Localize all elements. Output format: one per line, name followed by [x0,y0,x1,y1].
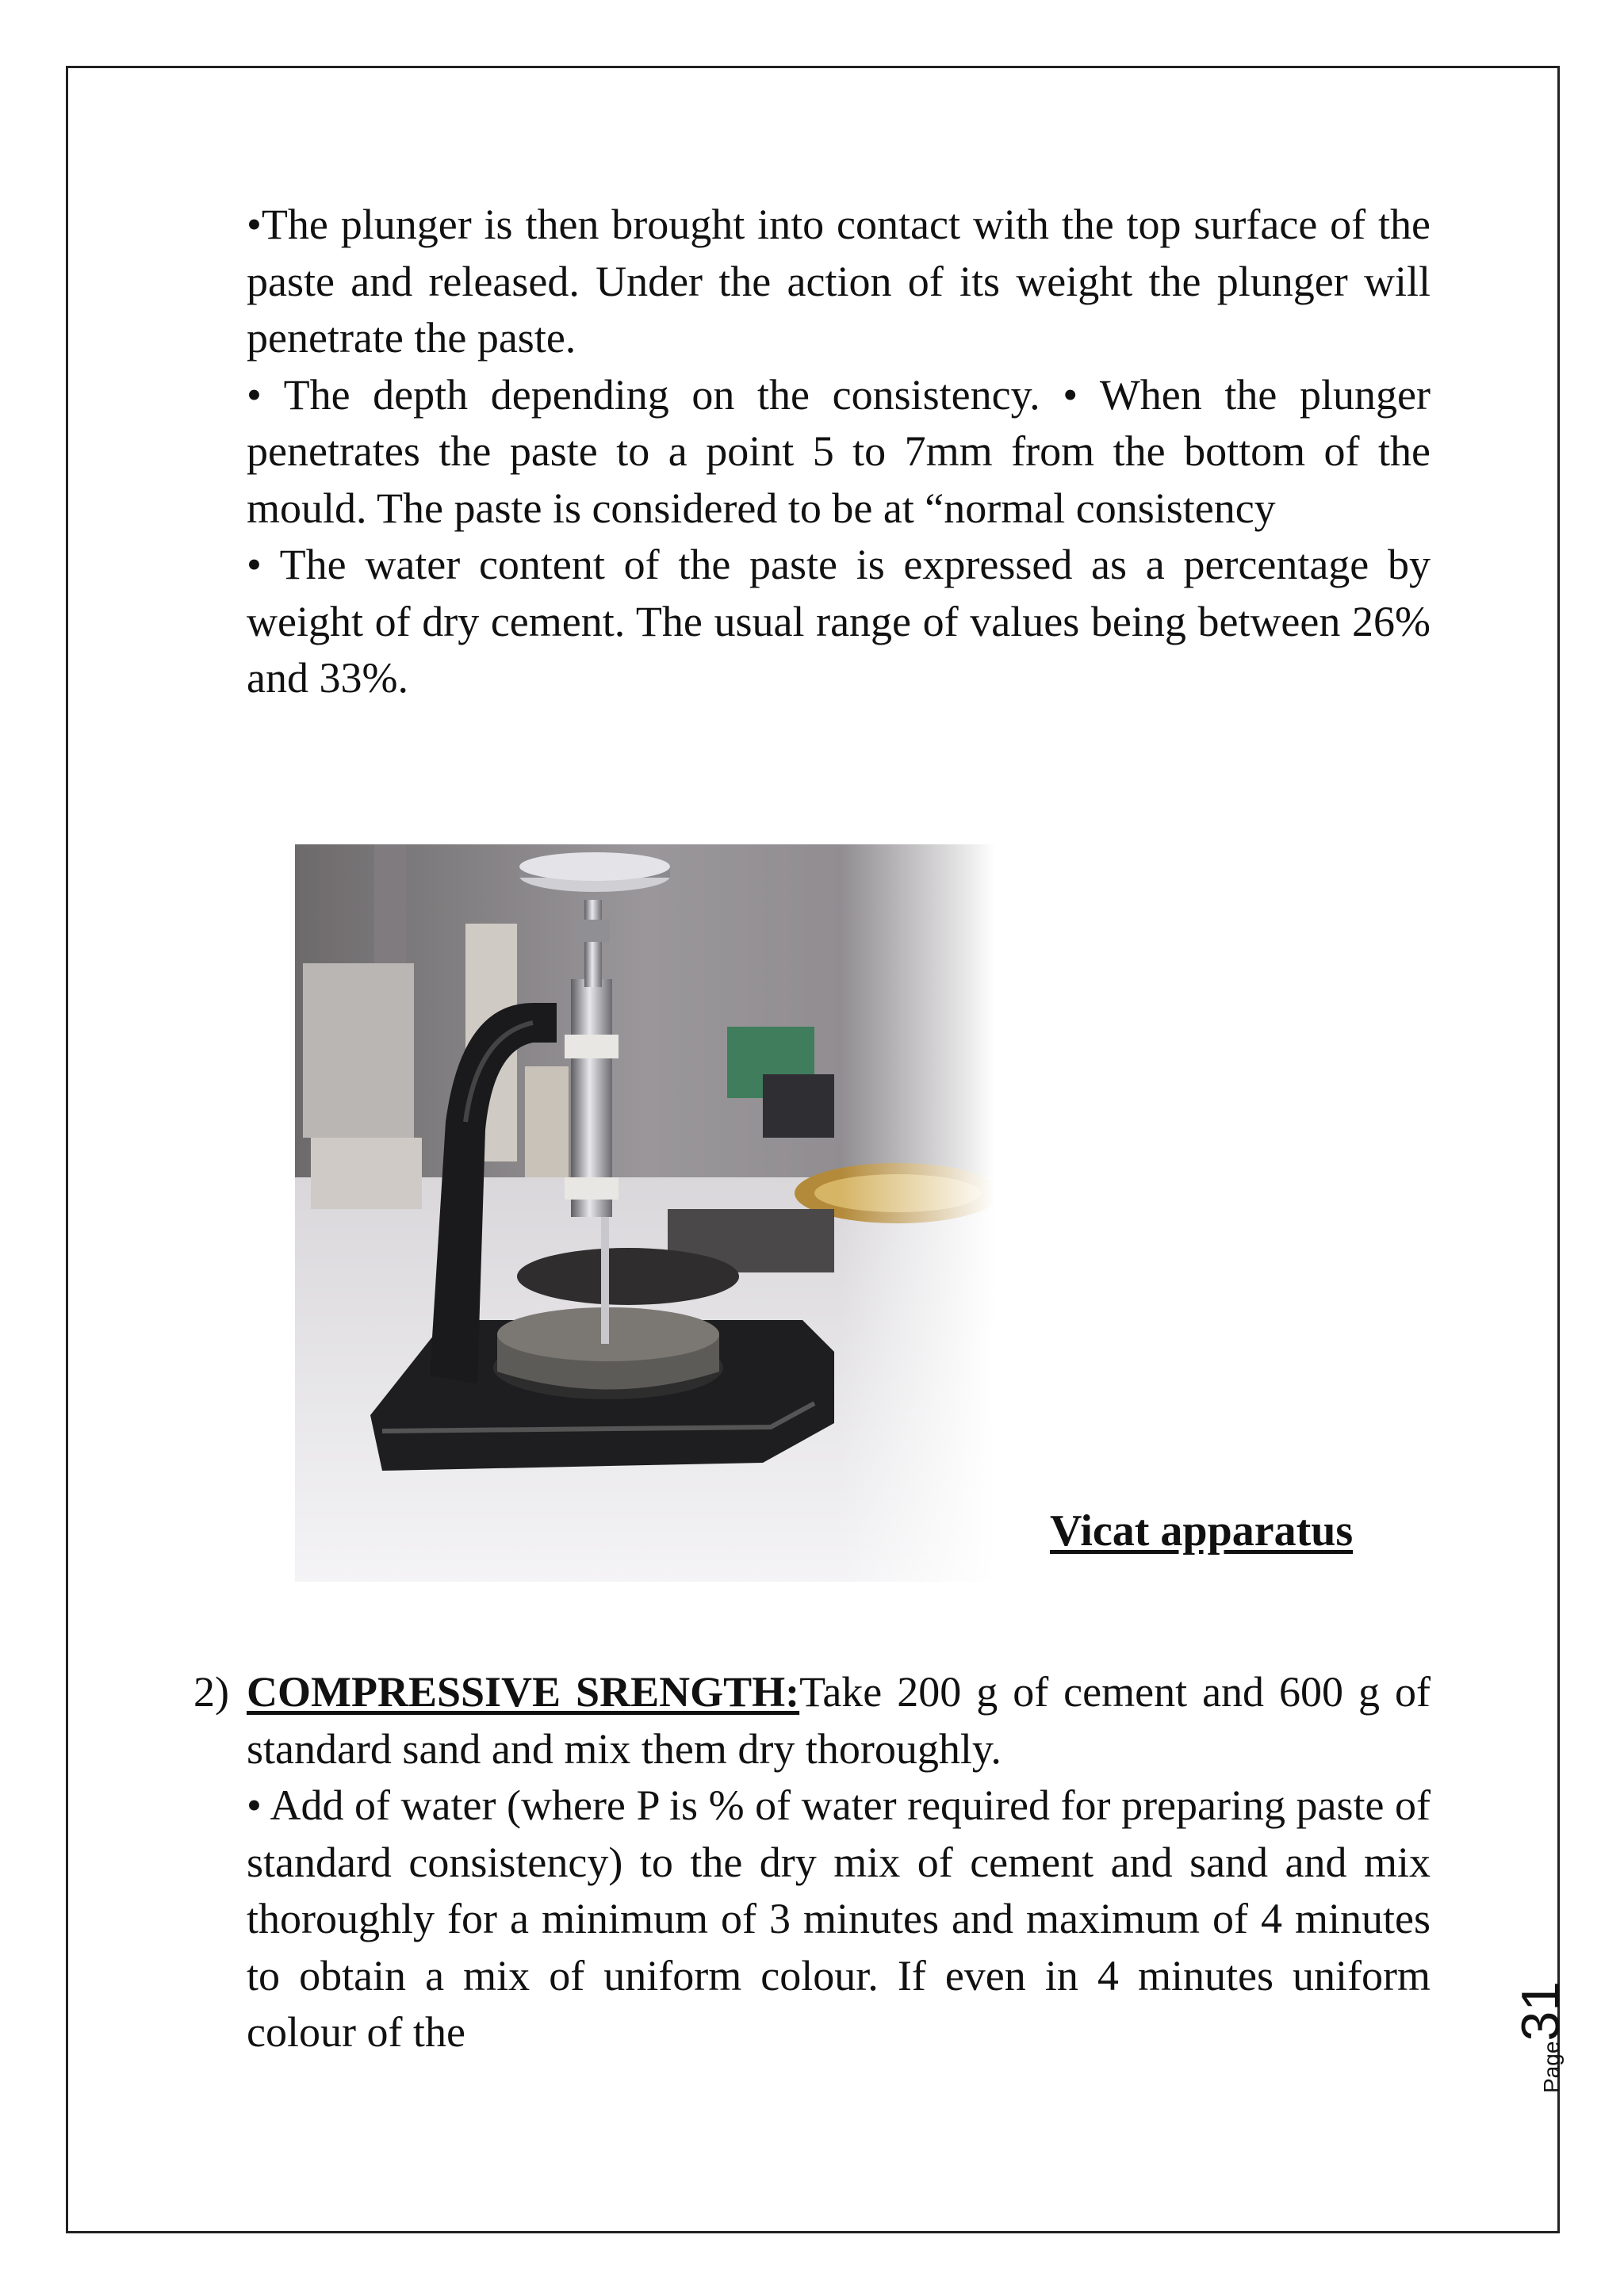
paragraph-plunger-release: •The plunger is then brought into contact with the top surface of the paste and released. Under the action of its weight the plunger will penetrate the paste. [247,201,1431,362]
page-number-footer [1511,1966,1571,2093]
section-lead-paragraph [247,1664,1431,1777]
paragraph-depth-consistency: • The depth depending on the consistency. • When the plunger penetrates the paste to a point 5 to 7mm from the bottom of the mould. The paste is considered to be at “normal consistency [247,370,1431,532]
section-heading: COMPRESSIVE SRENGTH: [247,1668,800,1716]
list-number: 2) [193,1668,229,1716]
paragraph-water-content: • The water content of the paste is expressed as a percentage by weight of dry cement. The usual range of values being between 26% and 33%. [247,541,1431,702]
paragraph-add-water: • Add of water (where P is % of water required for preparing paste of standard consistency) to the dry mix of cement and sand and mix thoroughly for a minimum of 3 minutes and maximum of 4 minutes to obtain a mix of uniform colour. If even in 4 minutes uniform colour of the [247,1781,1431,2056]
figure-caption: Vicat apparatus [1050,1506,1354,1556]
page-number: 31 [1511,1980,1571,2042]
body-text-top [247,197,1431,707]
section-lead-text: Take 200 g of cement and 600 g of standard sand and mix them dry thoroughly. [247,1668,1431,1773]
body-text-bottom [247,1664,1431,2061]
vicat-apparatus-photo [295,844,995,1582]
page-label: Page [1539,2041,1564,2093]
